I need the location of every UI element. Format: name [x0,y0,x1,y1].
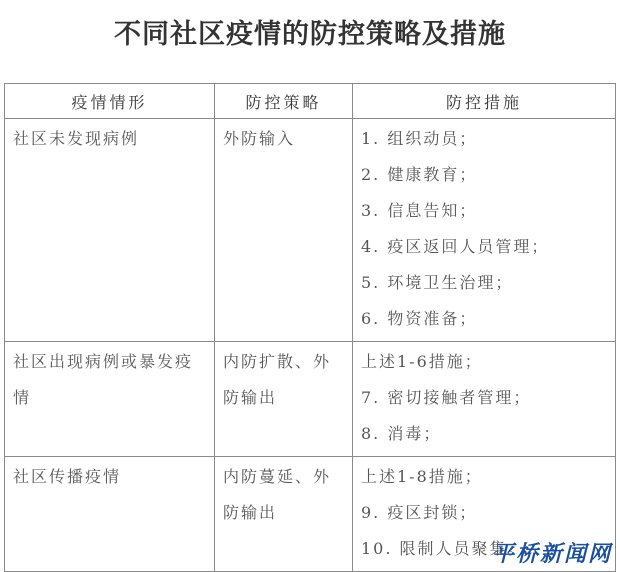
header-situation: 疫情情形 [5,84,215,119]
header-strategy: 防控策略 [215,84,353,119]
strategy-cell [215,119,353,342]
header-measures: 防控措施 [353,84,616,119]
situation-text: 社区传播疫情 [13,467,122,486]
measure-item: 上述1-6措施； [361,352,483,371]
measure-item: 8. 消毒； [361,424,442,443]
table-row [5,119,616,342]
table-header-row [5,84,616,119]
measure-item: 1. 组织动员； [361,129,478,148]
measure-item: 9. 疫区封锁； [361,503,478,522]
measure-item: 上述1-8措施； [361,467,483,486]
measure-item: 6. 物资准备； [361,309,478,328]
site-watermark: 平桥新闻网 [491,541,612,567]
measure-item: 4. 疫区返回人员管理； [361,237,550,256]
strategy-text: 内防扩散、外防输出 [223,352,332,407]
measure-item: 5. 环境卫生治理； [361,273,514,292]
strategy-cell [215,342,353,457]
table-row [5,342,616,457]
measure-item: 3. 信息告知； [361,201,478,220]
situation-text: 社区未发现病例 [13,129,140,148]
situation-text: 社区出现病例或暴发疫情 [13,352,194,407]
measures-cell [353,119,616,342]
measure-item: 7. 密切接触者管理； [361,388,532,407]
situation-cell [5,457,215,572]
measure-item: 2. 健康教育； [361,165,478,184]
situation-cell [5,119,215,342]
strategy-cell [215,457,353,572]
measures-cell [353,342,616,457]
measure-item: 10. 限制人员聚集。 [361,539,526,558]
page-title: 不同社区疫情的防控策略及措施 [114,19,506,50]
strategy-text: 内防蔓延、外防输出 [223,467,332,522]
measures-table [4,83,616,572]
situation-cell [5,342,215,457]
strategy-text: 外防输入 [223,129,296,148]
